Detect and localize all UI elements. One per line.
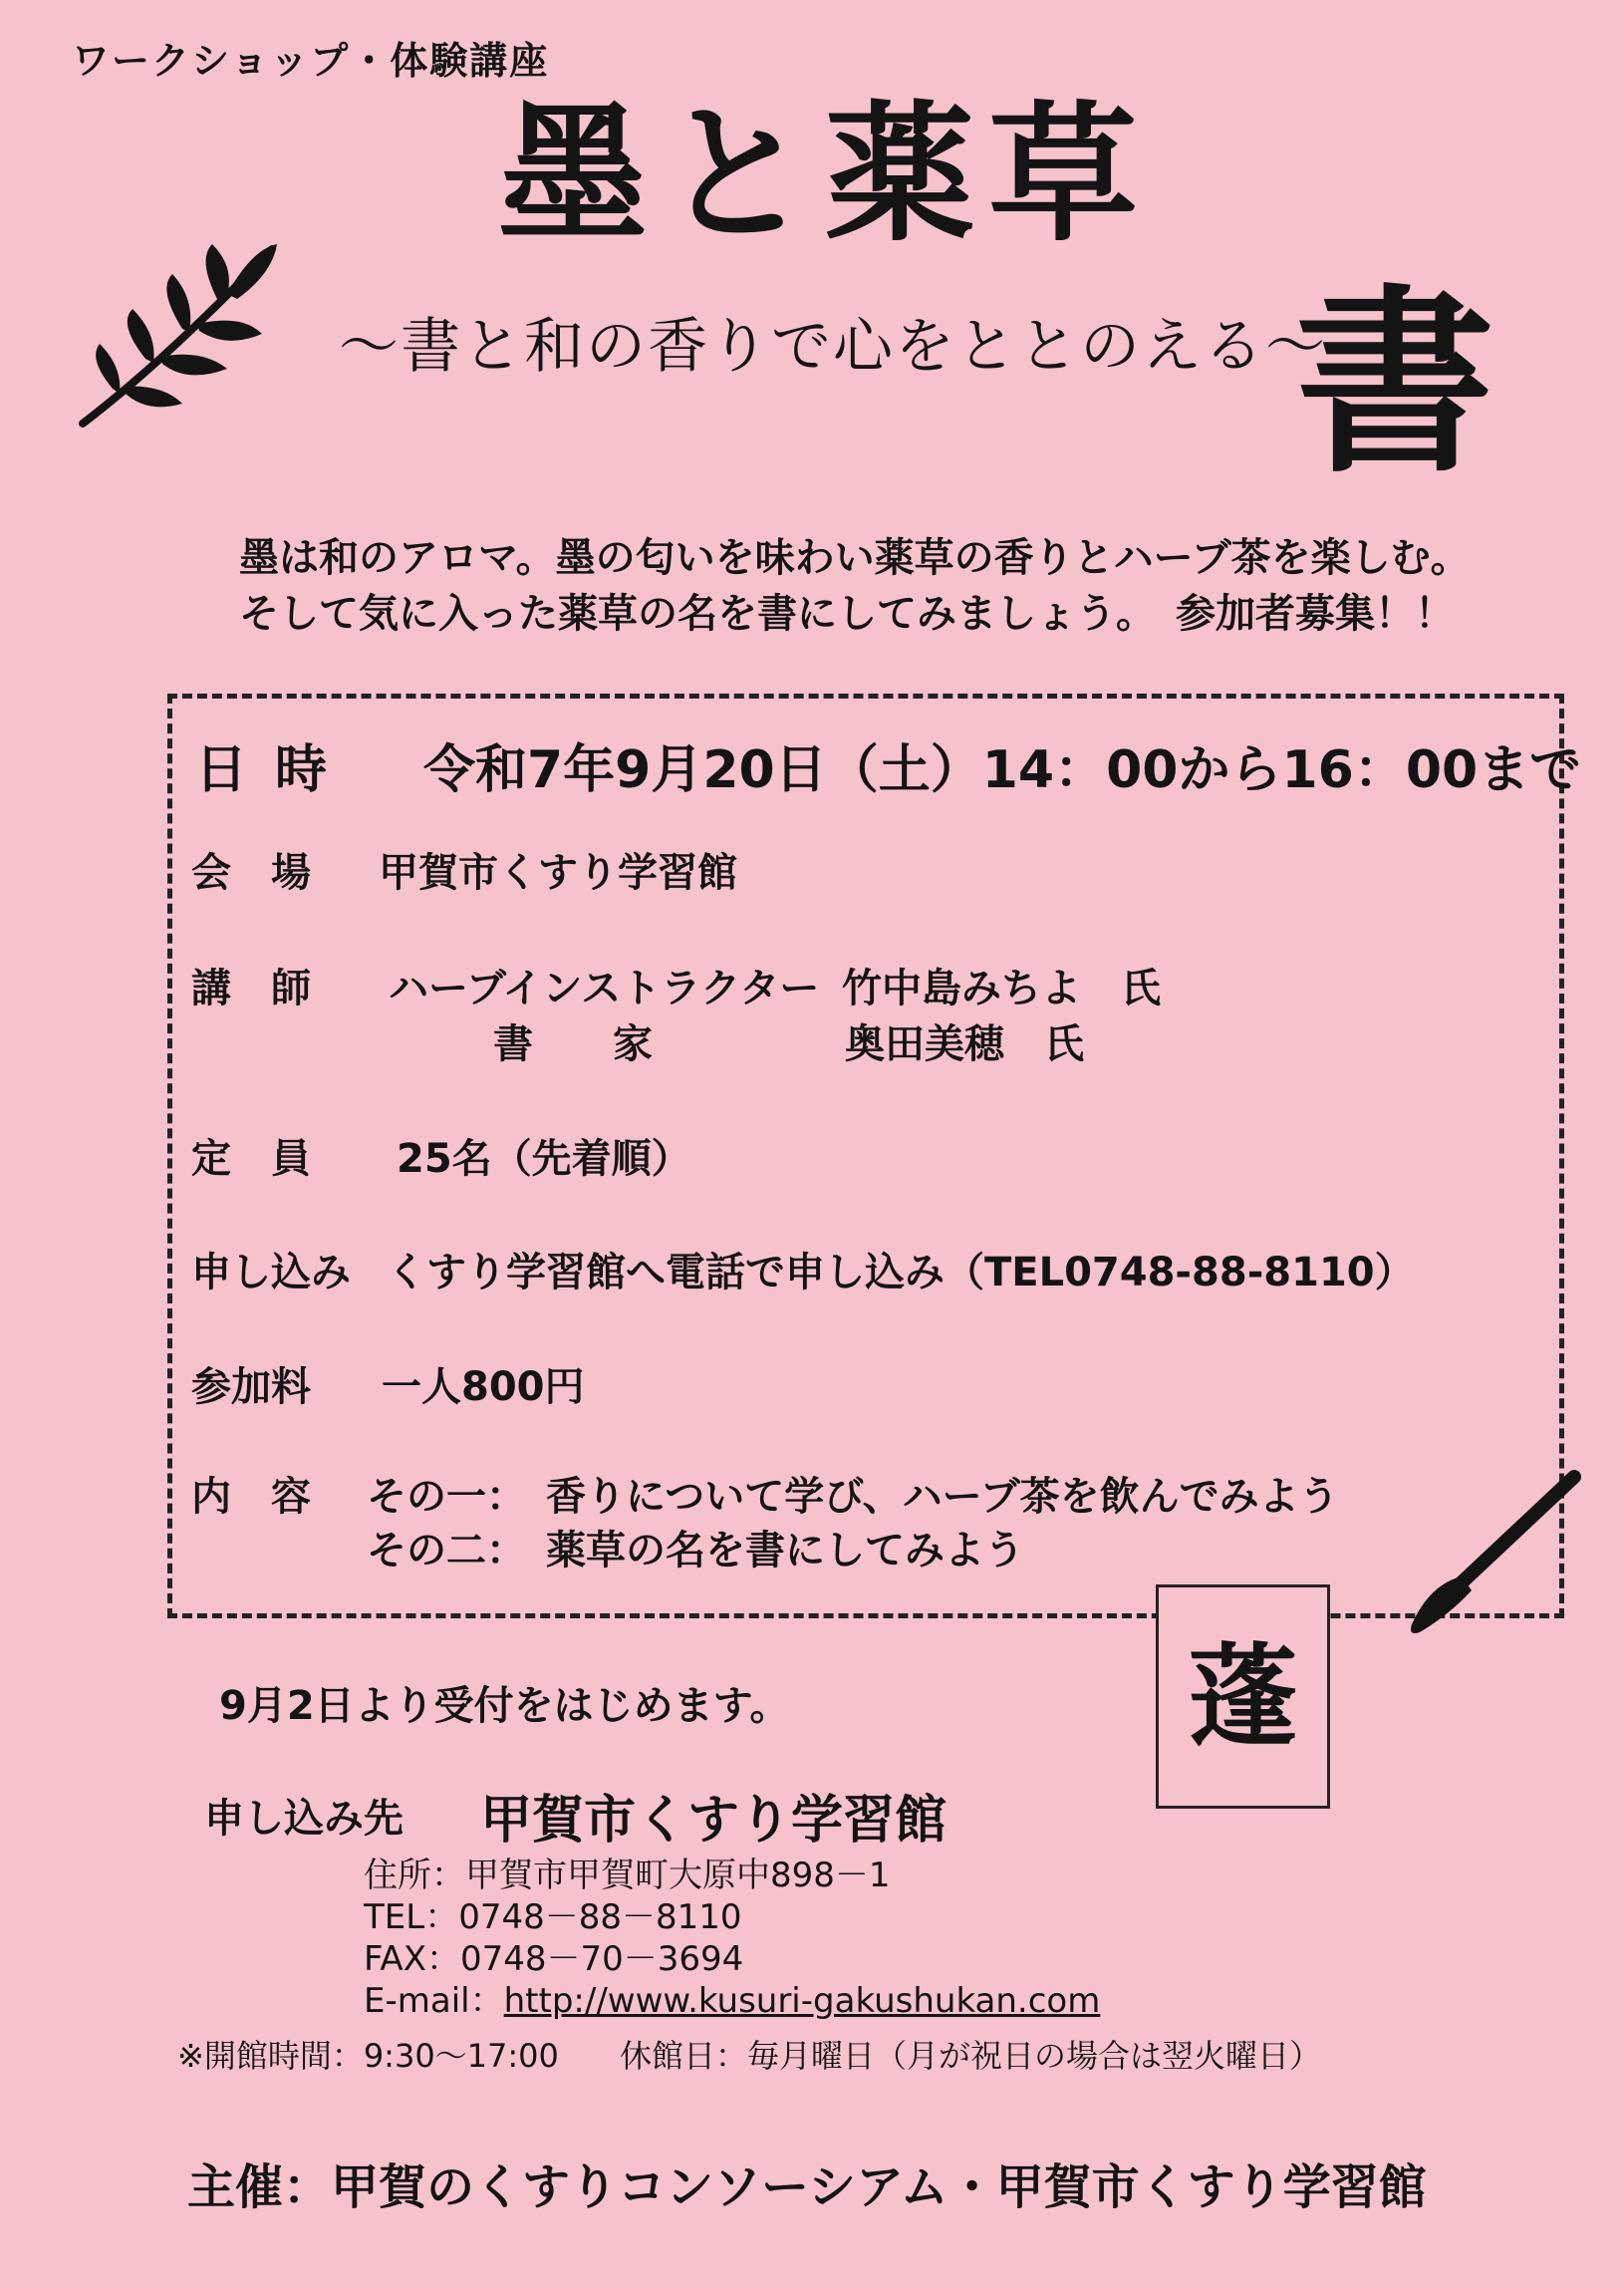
instructor-label: 講 師 — [191, 966, 311, 1011]
main-title: 墨と薬草 — [498, 87, 1153, 262]
subtitle: ～書と和の香りで心をととのえる～ — [339, 312, 1327, 382]
instructor-name-2: 奥田美穂 氏 — [845, 1021, 1084, 1067]
category-label: ワークショップ・体験講座 — [72, 39, 550, 83]
instructor-role-1: ハーブインストラクター — [389, 966, 820, 1011]
calligraphy-character: 書 — [1295, 266, 1495, 500]
apply-label: 申し込み — [191, 1250, 351, 1295]
email-prefix: E-mail： — [364, 1981, 504, 2021]
contact-fax: FAX：0748－70－3694 — [364, 1939, 744, 1979]
contact-tel: TEL：0748－88－8110 — [364, 1897, 742, 1937]
closed-days: 休館日：毎月曜日（月が祝日の場合は翌火曜日） — [620, 2037, 1322, 2075]
stamp-box — [1156, 1584, 1330, 1809]
stamp-character: 蓬 — [1188, 1631, 1298, 1761]
reception-notice: 9月2日より受付をはじめます。 — [219, 1683, 790, 1729]
venue-label: 会 場 — [191, 850, 311, 896]
content-text-1: 香りについて学び、ハーブ茶を飲んでみよう — [546, 1474, 1339, 1520]
content-tag-1: その一： — [367, 1474, 526, 1520]
instructor-role-2: 書 家 — [493, 1021, 653, 1067]
intro-line-2: そして気に入った薬草の名を書にしてみましょう。 参加者募集！！ — [239, 591, 1455, 637]
content-label: 内 容 — [191, 1474, 311, 1520]
venue-value: 甲賀市くすり学習館 — [379, 850, 737, 896]
website-link[interactable]: http://www.kusuri-gakushukan.com — [503, 1981, 1101, 2021]
brush-icon — [1390, 1465, 1589, 1644]
contact-name: 甲賀市くすり学習館 — [480, 1791, 947, 1851]
content-text-2: 薬草の名を書にしてみよう — [546, 1528, 1024, 1573]
content-tag-2: その二： — [367, 1528, 526, 1573]
date-value: 令和7年9月20日（土）14：00から16：00まで — [423, 740, 1582, 800]
capacity-label: 定 員 — [191, 1136, 311, 1182]
apply-value: くすり学習館へ電話で申し込み（TEL0748-88-8110） — [387, 1250, 1415, 1295]
leaf-icon — [78, 239, 287, 429]
opening-hours: ※開館時間：9:30～17:00 — [177, 2037, 559, 2075]
date-label: 日時 — [195, 740, 356, 800]
contact-label: 申し込み先 — [204, 1796, 404, 1842]
contact-address: 住所：甲賀市甲賀町大原中898－1 — [364, 1856, 891, 1895]
capacity-value: 25名（先着順） — [397, 1136, 691, 1182]
host-organizer: 主催：甲賀のくすりコンソーシアム・甲賀市くすり学習館 — [187, 2159, 1427, 2215]
fee-label: 参加料 — [191, 1364, 311, 1410]
instructor-name-1: 竹中島みちよ 氏 — [842, 966, 1161, 1011]
intro-line-1: 墨は和のアロマ。墨の匂いを味わい薬草の香りとハーブ茶を楽しむ。 — [239, 535, 1471, 581]
contact-email — [364, 1981, 1101, 2021]
fee-value: 一人800円 — [382, 1364, 585, 1410]
